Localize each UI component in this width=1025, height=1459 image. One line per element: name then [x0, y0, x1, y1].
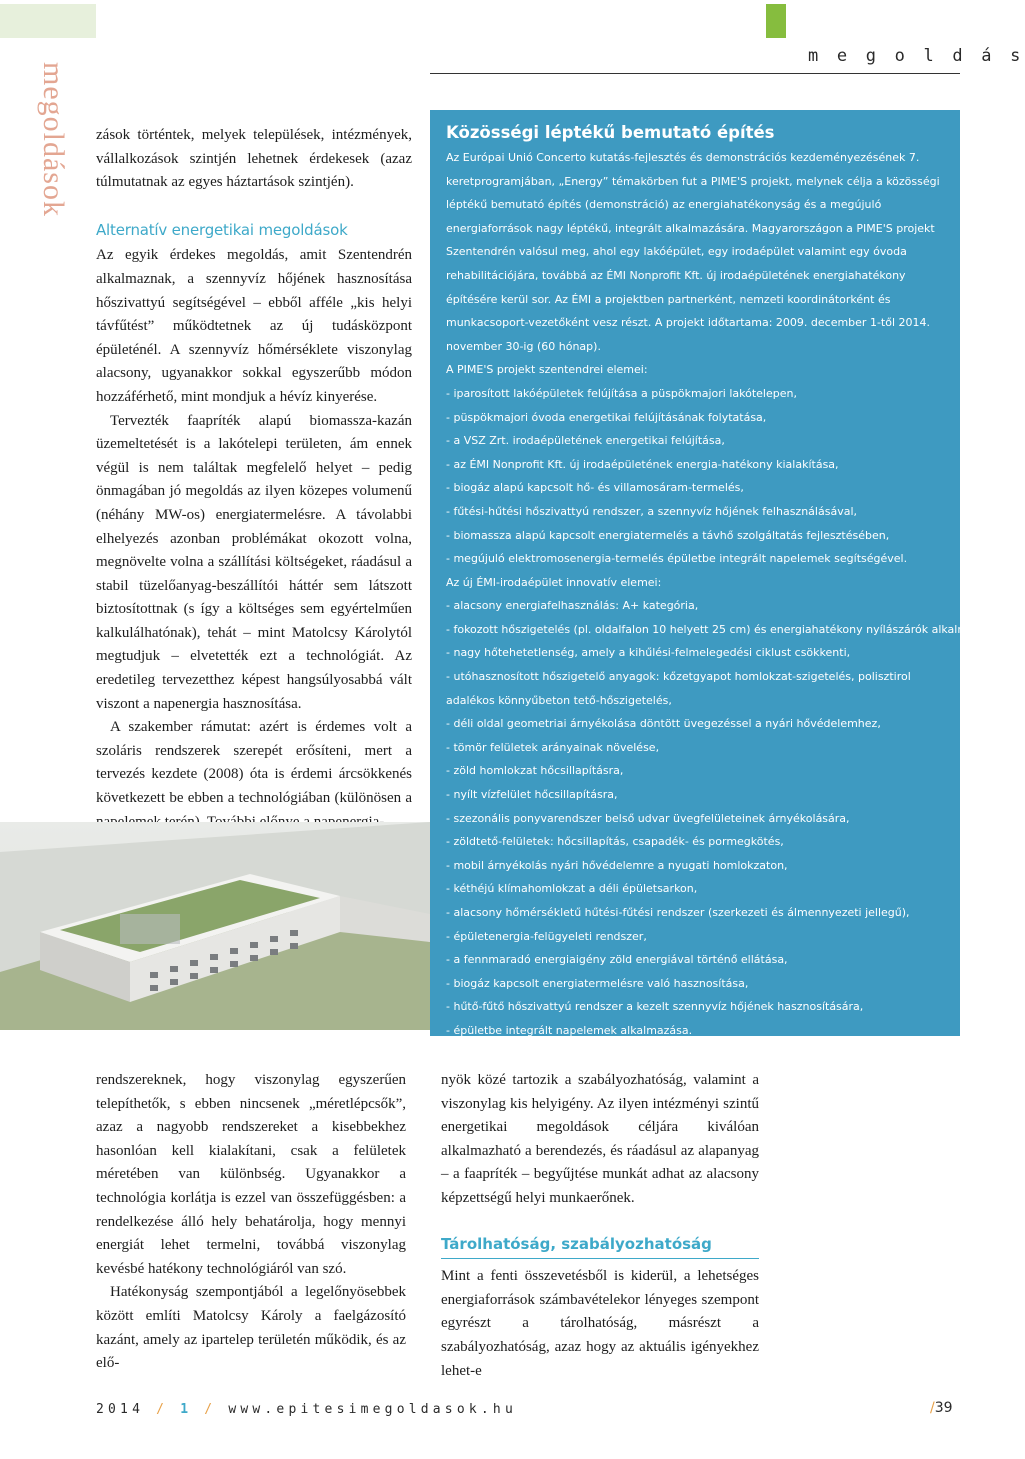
storage-regulation-heading: Tárolhatóság, szabályozhatóság	[441, 1233, 759, 1260]
footer-website-link[interactable]: www.epitesimegoldasok.hu	[228, 1402, 517, 1417]
header-divider	[430, 73, 960, 74]
list-item: - megújuló elektromosenergia-termelés épületbe integrált napelemek segítségével.	[446, 552, 908, 566]
footer-separator: /	[204, 1402, 217, 1417]
side-section-label: megoldások	[37, 62, 70, 217]
info-box-title: Közösségi léptékű bemutató építés	[446, 123, 775, 142]
list-item: - épületbe integrált napelemek alkalmazása.	[446, 1023, 693, 1037]
list-item: - szezonális ponyvarendszer belső udvar üvegfelületeinek árnyékolására,	[446, 811, 850, 825]
list-item: - mobil árnyékolás nyári hővédelemre a nyugati homlokzaton,	[446, 858, 788, 872]
list-item: - biogáz kapcsolt energiatermelésre való hasznosítása,	[446, 976, 749, 990]
info-box-intro: Az Európai Unió Concerto kutatás-fejlesztés és demonstrációs kezdeményezésének 7. keretprogramjában, „Energy” témakörben fut a PIME'S projekt, melynek célja a közösségi léptékű bemutató építés (demonstráció) az energiahatékonyság és a megújuló energiaforrások nagy léptékű, integrált alkalmazására. Magyarországon a PIME'S projekt Szentendrén valósul meg, ahol egy lakóépület, egy irodaépület valamint egy óvoda rehabilitációjára, továbbá az ÉMI Nonprofit Kft. új irodaépületének energiahatékony építésére kerül sor. Az ÉMI a projektben partnerként, nemzeti koordinátorként és munkacsoport-vezetőként vesz részt. A projekt időtartama: 2009. december 1-től 2014. november 30-ig (60 hónap).	[446, 151, 940, 353]
left-column	[96, 124, 412, 834]
body-paragraph: Tervezték faapríték alapú biomassza-kazán üzemeltetését is a lakótelepi területen, ám ennek végül is nem találtak megfelelő helyet – pedig önmagában jó megoldás az ilyen közepes volumenű (néhány MW-os) energiatermelésre. A távolabbi elhelyezés azonban problémákat okozott volna, megnövelte volna a szállítási költségeket, ráadásul a stabil tüzelőanyag-beszállítói háttér sem látszott biztosítottnak (s így a költséges sem egyértelműen kalkulálhatónak), tehát – mint Matolcsy Károlytól megtudjuk – elvetették ezt a technológiát. Az eredetileg tervezetthez képest hangsúlyosabbá vált viszont a napenergia hasznosítása.	[96, 412, 412, 712]
list-item: - a VSZ Zrt. irodaépületének energetikai felújítása,	[446, 434, 725, 448]
footer-issue: 1	[180, 1402, 193, 1417]
decorative-green-bar	[766, 4, 786, 38]
list-item: - alacsony energiafelhasználás: A+ kategória,	[446, 599, 699, 613]
bottom-left-column	[96, 1069, 406, 1376]
list-item: - nagy hőtehetetlenség, amely a kihűlési-felmelegedési ciklust csökkenti,	[446, 646, 851, 660]
intro-paragraph: zások történtek, melyek települések, intézmények, vállalkozások szintjén lehetnek érdekesek (azaz túlmutatnak az egyes háztartások szintjén).	[96, 127, 412, 191]
list-item: - püspökmajori óvoda energetikai felújításának folytatása,	[446, 410, 767, 424]
list-item: - biogáz alapú kapcsolt hő- és villamosáram-termelés,	[446, 481, 744, 495]
page-number-separator: /	[930, 1400, 935, 1416]
list-item: - hűtő-fűtő hőszivattyú rendszer a kezelt szennyvíz hőjének hasznosítására,	[446, 1000, 864, 1014]
footer-separator: /	[156, 1402, 169, 1417]
list-item: - iparosított lakóépületek felújítása a püspökmajori lakótelepen,	[446, 386, 797, 400]
list-item: - déli oldal geometriai árnyékolása döntött üvegezéssel a nyári hővédelemhez,	[446, 717, 881, 731]
list-item: - épületenergia-felügyeleti rendszer,	[446, 929, 647, 943]
body-paragraph: A szakember rámutat: azért is érdemes volt a szoláris rendszerek szerepét erősíteni, mert a tervezés kezdete (2008) óta is érdemi árcsökkenés következett be ebben a technológiában (különösen a	[96, 719, 412, 807]
list-title: A PIME'S projekt szentendrei elemei:	[446, 363, 648, 377]
building-illustration	[0, 822, 430, 1030]
list-item: - fokozott hőszigetelés (pl. oldalfalon 10 helyett 25 cm) és energiahatékony nyílászárók alkalmazása,	[446, 622, 1004, 636]
body-paragraph: nyök közé tartozik a szabályozhatóság, valamint a viszonylag kis helyigény. Az ilyen intézményi szintű energetikai megoldások céljára kiválóan alkalmazható a berendezés, és ráadásul az alapanyag – a faapríték – begyűjtése munkát adhat az alacsony képzettségű helyi munkaerőnek.	[441, 1072, 759, 1206]
body-paragraph: Mint a fenti összevetésből is kiderül, a lehetséges energiaforrások számbavételekor lényeges szempont egyrészt a tárolhatóság, másrészt a szabályozhatóság, azaz hogy az aktuális igényekhez lehet-e	[441, 1268, 759, 1379]
page-number-value: 39	[934, 1400, 953, 1416]
list-item: - tömör felületek arányainak növelése,	[446, 740, 660, 754]
list-item: - az ÉMI Nonprofit Kft. új irodaépületének energia-hatékony kialakítása,	[446, 457, 839, 471]
list-item: - zöld homlokzat hőcsillapításra,	[446, 764, 624, 778]
alternative-energy-heading: Alternatív energetikai megoldások	[96, 220, 348, 239]
list-item: - kéthéjú klímahomlokzat a déli épületsarkon,	[446, 882, 698, 896]
body-paragraph: rendszereknek, hogy viszonylag egyszerűen telepíthetők, s ebben nincsenek „méretlépcsők”, azaz a nagyobb rendszereket a kisebbekhez hasonlóan kell kialakítani, csak a felületek méretében van különbség. Ugyanakkor a technológia korlátja is ezzel van összefüggésben: a rendelkezése álló hely behatárolja, hogy mennyi energiát lehet termelni, továbbá viszonylag kevésbé hatékony technológiáról van szó.	[96, 1072, 406, 1277]
list-item: - fűtési-hűtési hőszivattyú rendszer, a szennyvíz hőjének felhasználásával,	[446, 504, 857, 518]
list-title: Az új ÉMI-irodaépület innovatív elemei:	[446, 575, 662, 589]
list-item: - biomassza alapú kapcsolt energiatermelés a távhő szolgáltatás fejlesztésében,	[446, 528, 890, 542]
info-box	[430, 110, 1004, 1037]
body-paragraph: Hatékonyság szempontjából a legelőnyösebbek között említi Matolcsy Károly a faelgázosító kazánt, amely az ipartelep területén működik, és az elő-	[96, 1284, 406, 1372]
list-item: - utóhasznosított hőszigetelő anyagok: kőzetgyapot homlokzat-szigetelés, polisztirol adalékos könnyűbeton tető-hőszigetelés,	[446, 670, 911, 707]
list-item: - a fennmaradó energiaigény zöld energiával történő ellátása,	[446, 953, 788, 967]
list-item: - zöldtető-felületek: hőcsillapítás, csapadék- és pormegkötés,	[446, 835, 784, 849]
bottom-right-column	[441, 1069, 759, 1383]
page-number	[930, 1400, 960, 1422]
footer-year: 2014	[96, 1402, 145, 1417]
decorative-green-square	[0, 4, 96, 38]
section-label: m e g o l d á s	[808, 46, 1025, 66]
list-item: - alacsony hőmérsékletű hűtési-fűtési rendszer (szerkezeti és álmennyezeti jellegű),	[446, 906, 910, 919]
body-paragraph: Az egyik érdekes megoldás, amit Szentendrén alkalmaznak, a szennyvíz hőjének hasznosítása hőszivattyú segítségével – ebből afféle „kis helyi távfűtést” működtetnek az új tudásközpont épületénél. A szennyvíz hőmérséklete viszonylag alacsony, ugyanakkor sokkal egyszerűbb módon hozzáférhető, mint mondjuk a hévíz kinyerése.	[96, 247, 412, 405]
building-rendering-image	[0, 822, 430, 1030]
footer-issue-info	[96, 1402, 517, 1422]
list-item: - nyílt vízfelület hőcsillapításra,	[446, 788, 618, 802]
